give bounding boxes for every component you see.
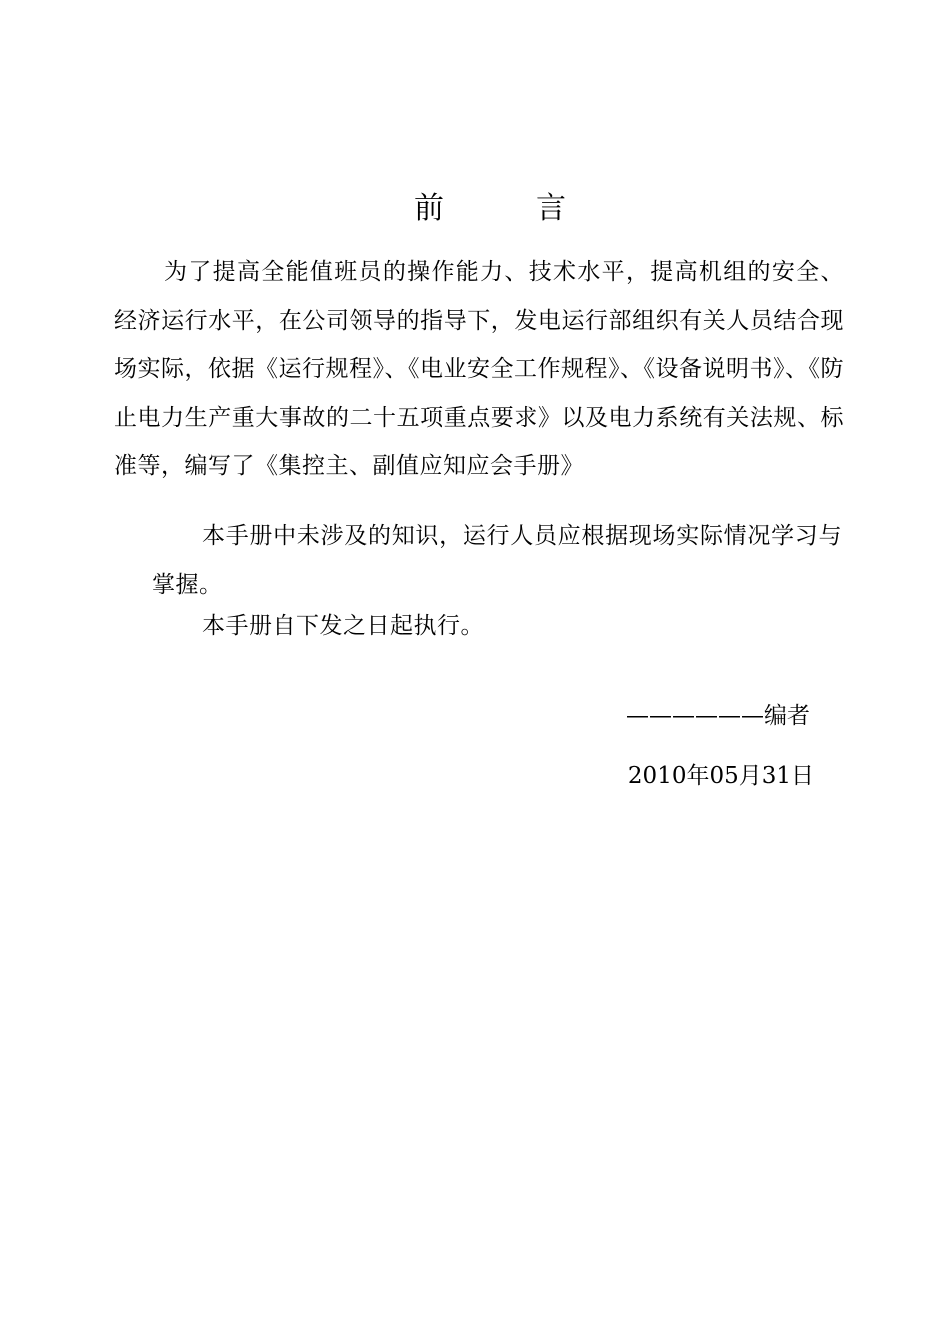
body-paragraph-3: 本手册自下发之日起执行。 — [202, 613, 484, 639]
body-paragraph-2: 本手册中未涉及的知识，运行人员应根据现场实际情况学习与掌握。 — [152, 523, 842, 598]
document-date: 2010年05月31日 — [627, 763, 814, 789]
body-paragraph-1: 为了提高全能值班员的操作能力、技术水平，提高机组的安全、经济运行水平，在公司领导的指导下，发电运行部组织有关人员结合现场实际，依据《运行规程》、《电业安全工作规程》、《设备说明书》、《防止电力生产重大事故的二十五项重点要求》以及电力系统有关法规、标准等，编写了《集控主、副值应知应会手册》 — [114, 259, 844, 479]
page-title: 前言 — [414, 191, 658, 226]
author-signature: ——————编者 — [626, 703, 810, 729]
